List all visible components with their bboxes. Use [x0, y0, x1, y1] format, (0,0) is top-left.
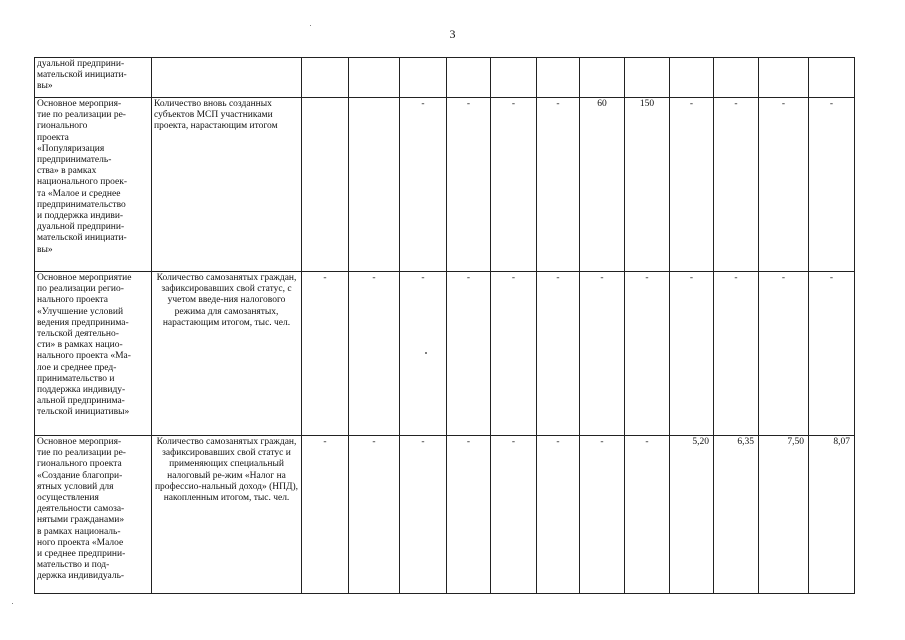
- value-cell: -: [491, 436, 537, 594]
- value-cell: -: [714, 272, 759, 436]
- value-cell: [625, 58, 670, 98]
- page-number: 3: [449, 27, 456, 41]
- value-cell: -: [447, 272, 491, 436]
- value-cell: 6,35: [714, 436, 759, 594]
- value-cell: [349, 98, 400, 272]
- value-cell: 60: [580, 98, 625, 272]
- value-cell: -: [400, 98, 447, 272]
- value-cell: [759, 58, 809, 98]
- value-cell: 7,50: [759, 436, 809, 594]
- indicator-cell: Количество вновь созданных субъектов МСП участниками проекта, нарастающим итогом: [152, 98, 302, 272]
- value-cell: [302, 98, 349, 272]
- value-cell: [580, 58, 625, 98]
- table-row: [35, 436, 855, 594]
- value-cell: -: [759, 272, 809, 436]
- value-cell: -: [537, 272, 580, 436]
- value-cell: [400, 58, 447, 98]
- table-body: [35, 58, 855, 594]
- indicator-cell: Количество самозанятых граждан, зафиксировавших свой статус и применяющих специальный налоговый ре-жим «Налог на профессио-нальный доход» (НПД), накопленным итогом, тыс. чел.: [152, 436, 302, 594]
- value-cell: [537, 58, 580, 98]
- value-cell: -: [537, 98, 580, 272]
- event-cell: Основное мероприятие по реализации регио- нального проекта «Улучшение условий ведения предпринима- тельской деятельно- сти» в рамках нацио- нального проекта «Ма- лое и среднее пред- принимательство и поддержка индивиду- альной предпринима- тельской инициативы»: [35, 272, 152, 436]
- value-cell: -: [447, 436, 491, 594]
- table-row: [35, 58, 855, 98]
- value-cell: -: [625, 436, 670, 594]
- value-cell: 8,07: [809, 436, 855, 594]
- value-cell: [302, 58, 349, 98]
- value-cell: -: [400, 272, 447, 436]
- event-cell: Основное мероприя- тие по реализации ре- гионального проекта «Популяризация предприниматель- ства» в рамках национального проек- та «Малое и среднее предпринимательство и поддержка индиви- дуальной предприни- мательской инициати- вы»: [35, 98, 152, 272]
- value-cell: -: [670, 272, 714, 436]
- value-cell: [670, 58, 714, 98]
- value-cell: [349, 58, 400, 98]
- value-cell: -: [491, 98, 537, 272]
- value-cell: -: [670, 98, 714, 272]
- value-cell: -: [447, 98, 491, 272]
- table-row: [35, 272, 855, 436]
- value-cell: [447, 58, 491, 98]
- table-row: [35, 98, 855, 272]
- value-cell: -: [491, 272, 537, 436]
- value-cell: -: [625, 272, 670, 436]
- value-cell: -: [349, 272, 400, 436]
- value-cell: -: [537, 436, 580, 594]
- scan-speck: [12, 603, 13, 604]
- value-cell: [491, 58, 537, 98]
- indicator-cell: Количество самозанятых граждан, зафиксировавших свой статус, с учетом введе-ния налогового режима для самозанятых, нарастающим итогом, тыс. чел.: [152, 272, 302, 436]
- value-cell: -: [759, 98, 809, 272]
- value-cell: -: [400, 436, 447, 594]
- value-cell: -: [302, 272, 349, 436]
- value-cell: -: [809, 272, 855, 436]
- value-cell: [714, 58, 759, 98]
- value-cell: -: [580, 272, 625, 436]
- value-cell: 150: [625, 98, 670, 272]
- value-cell: -: [714, 98, 759, 272]
- value-cell: 5,20: [670, 436, 714, 594]
- value-cell: -: [302, 436, 349, 594]
- value-cell: -: [580, 436, 625, 594]
- value-cell: [809, 58, 855, 98]
- value-cell: -: [809, 98, 855, 272]
- value-cell: -: [349, 436, 400, 594]
- event-cell: Основное мероприя- тие по реализации ре- гионального проекта «Создание благопри- ятных условий для осуществления деятельности самоза- нятыми гражданами» в рамках националь- ного проекта «Малое и среднее предприни- мательство и под- держка индивидуаль-: [35, 436, 152, 594]
- indicator-cell: [152, 58, 302, 98]
- scan-speck: [310, 25, 311, 26]
- event-cell: дуальной предприни- мательской инициати- вы»: [35, 58, 152, 98]
- indicators-table: [34, 57, 855, 594]
- scan-speck: [425, 352, 427, 354]
